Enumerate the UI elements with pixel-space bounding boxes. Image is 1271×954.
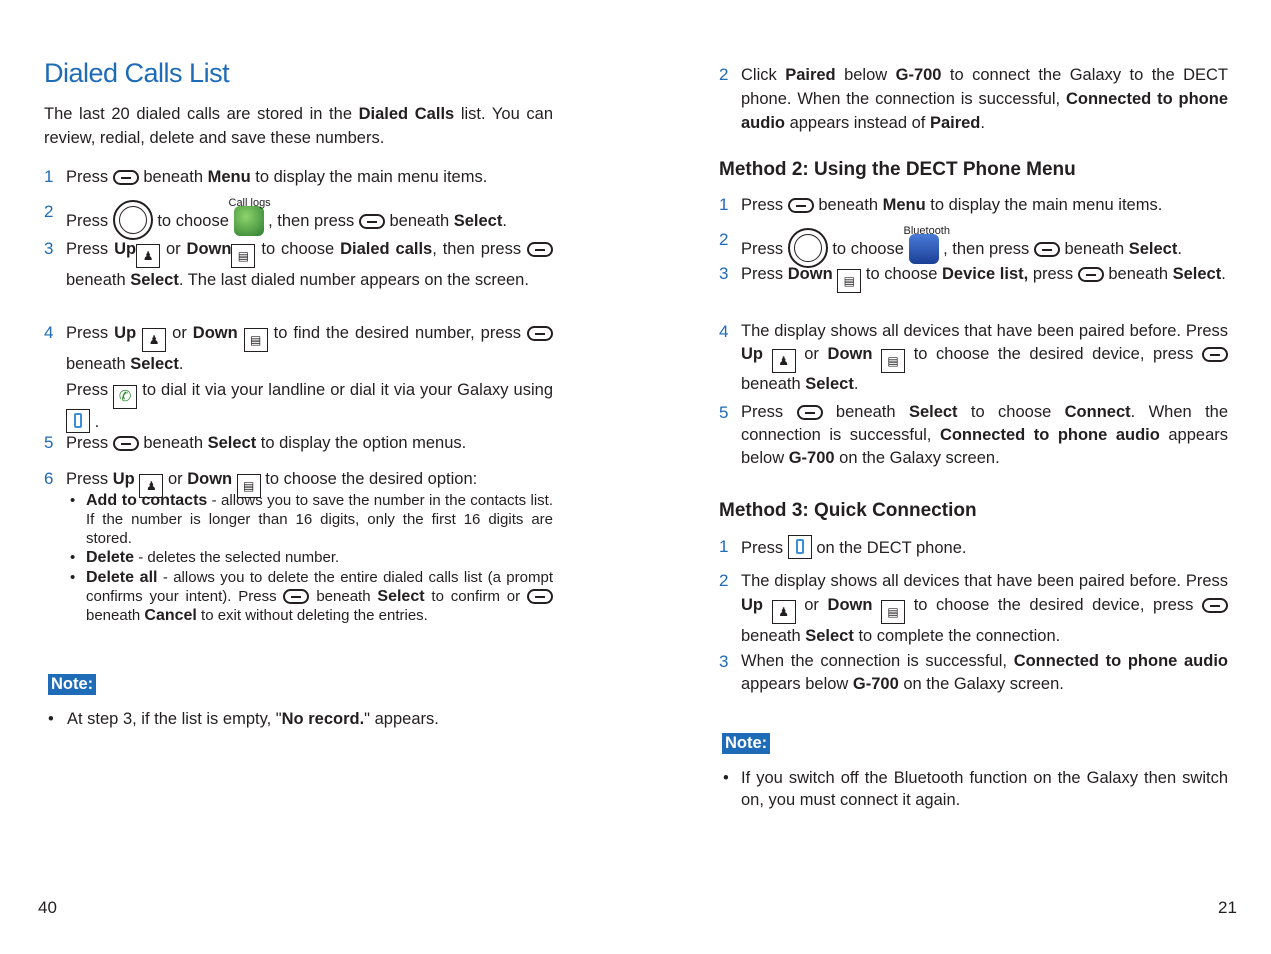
softkey-icon: [797, 405, 823, 420]
call-logs-icon: Call logs: [234, 206, 264, 236]
option-delete-all: • Delete all - allows you to delete the entire dialed calls list (a prompt confirms your intent). Press beneath Select to confirm or beneath Cancel to exit without deleting the entries.: [70, 569, 553, 624]
option-delete: • Delete - deletes the selected number.: [70, 549, 340, 566]
left-page: [0, 0, 635, 954]
intro-paragraph: The last 20 dialed calls are stored in the Dialed Calls list. You can review, redial, delete and save these numbers.: [44, 105, 553, 147]
step-3: 3 Press Up ♟ or Down ▤ to choose Dialed calls, then press beneath Select. The last dialed number appears on the screen.: [44, 237, 553, 292]
up-key-icon: ♟: [772, 600, 796, 624]
m3-step-1: 1 Press on the DECT phone.: [719, 537, 967, 557]
step-5: 5 Press beneath Select to display the option menus.: [44, 431, 553, 455]
step-6: 6 Press Up ♟ or Down ▤ to choose the desired option:: [44, 467, 553, 498]
up-key-icon: ♟: [136, 244, 160, 268]
softkey-icon: [788, 198, 814, 213]
bluetooth-icon: Bluetooth: [909, 234, 939, 264]
down-key-icon: ▤: [881, 349, 905, 373]
step-4: 4 Press Up ♟ or Down ▤ to find the desired number, press beneath Select. Press ✆ to dial it via your landline or dial it via your Galaxy using .: [44, 323, 553, 431]
note-label: Note:: [722, 733, 770, 754]
step-number: 2: [44, 202, 54, 221]
m3-step-2: 2 The display shows all devices that have been paired before. Press Up ♟ or Down ▤ to choose the desired device, press beneath Select to complete the connection.: [719, 571, 1228, 645]
softkey-icon: [527, 326, 553, 341]
step-number: 3: [44, 239, 54, 258]
m2-step-2: 2 Press to choose Bluetooth , then press beneath Select.: [719, 228, 1228, 268]
step-number: 1: [719, 195, 729, 214]
down-key-icon: ▤: [244, 328, 268, 352]
up-key-icon: ♟: [139, 474, 163, 498]
step-number: 2: [719, 65, 729, 84]
step-number: 1: [44, 167, 54, 186]
up-key-icon: ♟: [772, 349, 796, 373]
m2-step-5: 5 Press beneath Select to choose Connect. When the connection is successful, Connected to phone audio appears below G-700 on the Galaxy screen.: [719, 403, 1228, 467]
softkey-icon: [527, 242, 553, 257]
down-key-icon: ▤: [881, 600, 905, 624]
softkey-icon: [1078, 267, 1104, 282]
softkey-icon: [1202, 598, 1228, 613]
right-page: [636, 0, 1271, 954]
call-key-icon: ✆: [113, 385, 137, 409]
method-3-heading: Method 3: Quick Connection: [719, 500, 977, 521]
step-number: 6: [44, 469, 54, 488]
pairing-step-2: 2 Click Paired below G-700 to connect the Galaxy to the DECT phone. When the connection is successful, Connected to phone audio appears instead of Paired.: [719, 65, 1228, 132]
step-number: 3: [719, 652, 729, 671]
down-key-icon: ▤: [837, 269, 861, 293]
step-number: 2: [719, 571, 729, 590]
down-key-icon: ▤: [231, 244, 255, 268]
step-number: 4: [44, 323, 54, 342]
down-key-icon: ▤: [237, 474, 261, 498]
step-number: 1: [719, 537, 729, 556]
mobile-key-icon: [66, 409, 90, 433]
softkey-icon: [113, 436, 139, 451]
method-2-heading: Method 2: Using the DECT Phone Menu: [719, 159, 1076, 180]
step-number: 3: [719, 264, 729, 283]
step-number: 5: [44, 433, 54, 452]
step-1: 1 Press beneath Menu to display the main menu items.: [44, 165, 553, 189]
note-label: Note:: [48, 674, 96, 695]
page-number: 40: [38, 898, 57, 917]
softkey-icon: [1034, 242, 1060, 257]
option-add-to-contacts: • Add to contacts - allows you to save the number in the contacts list. If the number is longer than 16 digits, only the first 16 digits are stored.: [70, 492, 554, 547]
navigation-key-icon: [113, 200, 153, 240]
page-number: 21: [1218, 898, 1237, 917]
m2-step-3: 3 Press Down ▤ to choose Device list, press beneath Select.: [719, 262, 1228, 293]
step-number: 4: [719, 322, 729, 341]
up-key-icon: ♟: [142, 328, 166, 352]
softkey-icon: [527, 589, 553, 604]
m3-step-3: 3 When the connection is successful, Connected to phone audio appears below G-700 on the Galaxy screen.: [719, 652, 1228, 693]
softkey-icon: [113, 170, 139, 185]
step-number: 5: [719, 403, 729, 422]
note-text: • If you switch off the Bluetooth function on the Galaxy then switch on, you must connect it again.: [723, 769, 1228, 809]
note-text: • At step 3, if the list is empty, "No record." appears.: [48, 710, 439, 728]
softkey-icon: [359, 214, 385, 229]
step-2: 2 Press to choose Call logs , then press beneath Select.: [44, 200, 553, 240]
softkey-icon: [283, 589, 309, 604]
page-title: Dialed Calls List: [44, 58, 230, 88]
softkey-icon: [1202, 347, 1228, 362]
mobile-key-icon: [788, 535, 812, 559]
m2-step-4: 4 The display shows all devices that have been paired before. Press Up ♟ or Down ▤ to choose the desired device, press beneath Select.: [719, 322, 1228, 393]
m2-step-1: 1 Press beneath Menu to display the main menu items.: [719, 193, 1228, 217]
step-number: 2: [719, 230, 729, 249]
